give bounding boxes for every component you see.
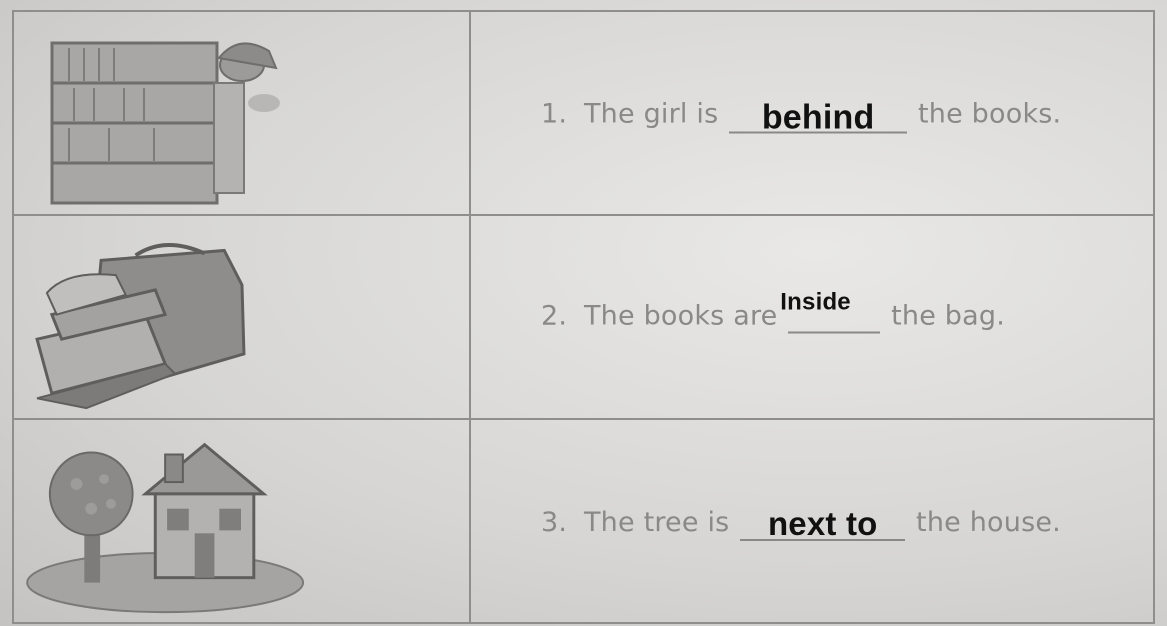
sentence-cell [470, 11, 1154, 215]
answer-blank[interactable] [780, 288, 880, 334]
sentence-cell [470, 215, 1154, 419]
handwritten-answer: Inside [780, 288, 851, 316]
girl-behind-bookshelf-icon [14, 12, 469, 214]
question-number: 3. [541, 507, 568, 538]
sentence-end: the house. [916, 507, 1061, 538]
answer-blank[interactable] [729, 93, 907, 137]
handwritten-answer: behind [761, 98, 875, 137]
answer-blank[interactable] [740, 501, 905, 541]
sentence-start: The girl is [583, 98, 719, 130]
picture-cell [13, 419, 470, 623]
tree-next-to-house-icon [14, 420, 469, 622]
prepositions-table [12, 10, 1155, 624]
sentence-end: the books. [917, 98, 1062, 130]
table-row [13, 419, 1154, 623]
table-row [13, 215, 1154, 419]
sentence-start: The tree is [583, 507, 730, 538]
sentence-1 [541, 93, 1062, 137]
question-number: 2. [541, 300, 568, 332]
sentence-2 [541, 288, 1005, 334]
handwritten-answer: next to [767, 505, 878, 542]
sentence-cell [470, 419, 1154, 623]
question-number: 1. [541, 98, 568, 130]
sentence-3 [541, 501, 1061, 541]
sentence-start: The books are [583, 300, 778, 332]
picture-cell [13, 215, 470, 419]
sentence-end: the bag. [891, 300, 1005, 332]
picture-cell [13, 11, 470, 215]
books-in-bag-icon [14, 216, 469, 418]
table-row [13, 11, 1154, 215]
